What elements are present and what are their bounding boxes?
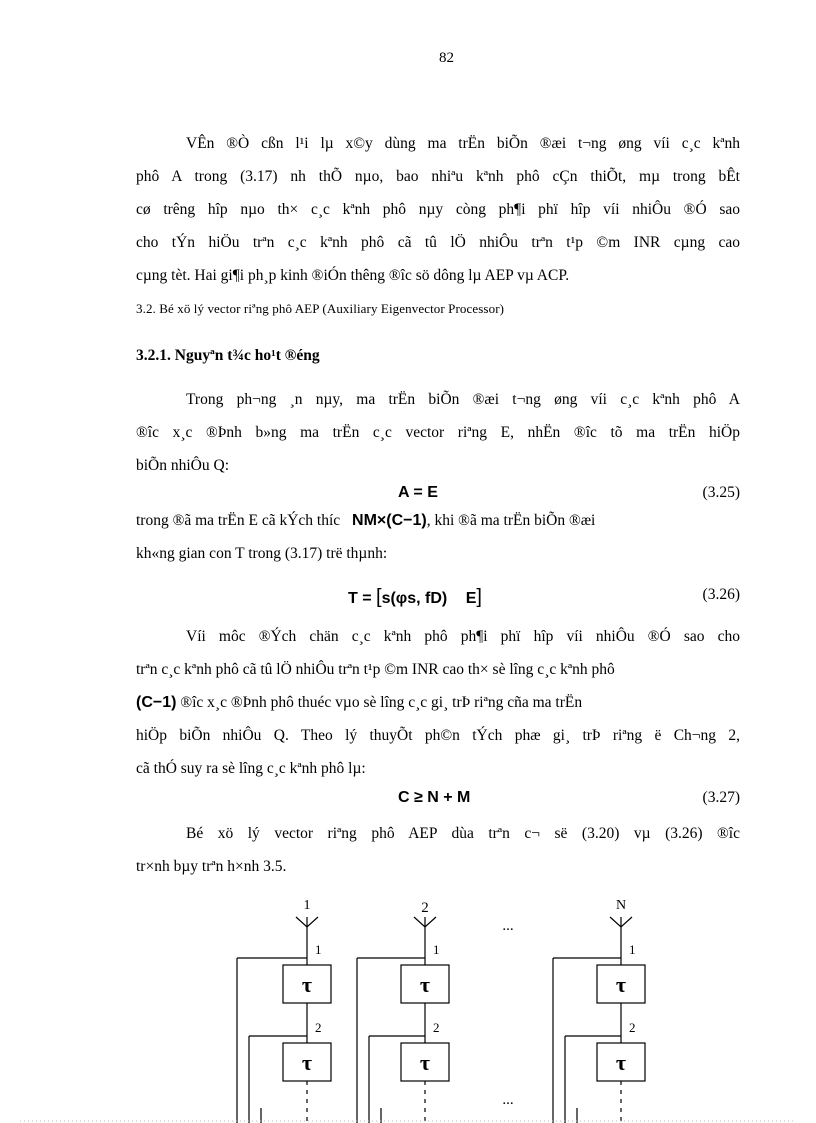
- text-fragment: , khi ®ã ma trËn biÕn ®æi: [426, 512, 596, 529]
- tau-symbol: τ: [615, 972, 627, 997]
- tap-label: 1: [433, 942, 440, 957]
- text-line: VÊn ®Ò cßn l¹i lµ x©y dùng ma trËn biÕn ®æi t¬ng øng víi c¸c kªnh: [186, 135, 740, 152]
- text-line: trªn c¸c kªnh phô cã tû lÖ nhiÔu trªn t¹p ©m INR cao th× sè lîng c¸c kªnh phô: [136, 661, 615, 678]
- ellipsis: ...: [502, 918, 514, 934]
- steering-vector: s(φs, fD): [381, 590, 448, 607]
- antenna-label: 2: [421, 900, 429, 916]
- dimension-expression: NM×(C−1): [352, 512, 427, 529]
- text-line: Bé xö lý vector riªng phô AEP dùa trªn c¬ së (3.20) vµ (3.26) ®îc: [186, 825, 740, 842]
- equation-number: (3.26): [702, 586, 740, 603]
- tau-symbol: τ: [301, 1050, 313, 1075]
- antenna-icon: [296, 917, 318, 927]
- antenna-icon: [414, 917, 436, 927]
- text-line: biÕn nhiÔu Q:: [136, 457, 229, 474]
- antenna-label: 1: [303, 898, 311, 913]
- text-line: ®îc x¸c ®Þnh b»ng ma trËn c¸c vector riªng E, nhËn ®îc tõ ma trËn hiÖp: [136, 424, 740, 441]
- equation-number: (3.25): [702, 484, 740, 501]
- tap-label: 1: [315, 942, 322, 957]
- text-fragment: trong ®ã ma trËn E cã kÝch thíc: [136, 512, 341, 529]
- text-line: hiÖp biÕn nhiÔu Q. Theo lý thuyÕt ph©n tÝch phæ gi¸ trÞ riªng ë Ch¬ng 2,: [136, 727, 740, 744]
- matrix-e: E: [465, 590, 477, 607]
- text-line: cã thÓ suy ra sè lîng c¸c kªnh phô lµ:: [136, 760, 366, 777]
- tau-symbol: τ: [419, 1050, 431, 1075]
- text-line: Víi môc ®Ých chän c¸c kªnh phô ph¶i phï hîp víi nhiÔu ®Ó sao cho: [186, 628, 740, 645]
- ellipsis: ...: [502, 1092, 514, 1108]
- section-heading-3-2: 3.2. Bé xö lý vector riªng phô AEP (Auxiliary Eigenvector Processor): [136, 301, 505, 316]
- tap-label: 2: [629, 1020, 636, 1035]
- text-line: tr×nh bµy trªn h×nh 3.5.: [136, 858, 287, 875]
- text-fragment: ®îc x¸c ®Þnh phô thuéc vµo sè lîng c¸c gi¸ trÞ riªng cña ma trËn: [180, 694, 583, 711]
- equation-expression: C ≥ N + M: [398, 789, 471, 806]
- tap-label: 2: [315, 1020, 322, 1035]
- equation-lhs: T =: [348, 590, 372, 607]
- tau-symbol: τ: [615, 1050, 627, 1075]
- tap-label: 1: [629, 942, 636, 957]
- bracket-open: [: [376, 586, 382, 608]
- text-line: Trong ph¬ng ¸n nµy, ma trËn biÕn ®æi t¬ng øng víi c¸c kªnh phô A: [186, 391, 740, 408]
- text-line: cµng tèt. Hai gi¶i ph¸p kinh ®iÓn thêng ®îc sö dông lµ AEP vµ ACP.: [136, 267, 570, 284]
- antenna-icon: [610, 917, 632, 927]
- tap-label: 2: [433, 1020, 440, 1035]
- tau-symbol: τ: [419, 972, 431, 997]
- text-line: phô A trong (3.17) nh thÕ nµo, bao nhiªu kªnh phô cÇn thiÕt, mµ trong bÊt: [136, 168, 740, 185]
- antenna-label: N: [615, 898, 627, 913]
- section-heading-3-2-1: 3.2.1. Nguyªn t¾c ho¹t ®éng: [136, 347, 320, 364]
- page-number: 82: [439, 50, 454, 66]
- text-line: cho tÝn hiÖu trªn c¸c kªnh phô cã tû lÖ nhiÔu trªn t¹p ©m INR cµng cao: [136, 234, 740, 251]
- equation-expression: A = E: [398, 484, 438, 501]
- text-fragment: kh«ng gian con T trong (3.17) trë thµnh:: [136, 545, 388, 562]
- tau-symbol: τ: [301, 972, 313, 997]
- text-line: cø trêng hîp nµo th× c¸c kªnh phô nµy còng ph¶i phï hîp víi nhiÔu ®Ó sao: [136, 201, 740, 218]
- equation-number: (3.27): [702, 789, 740, 806]
- channel-count-expression: (C−1): [136, 694, 177, 711]
- bracket-close: ]: [476, 586, 482, 608]
